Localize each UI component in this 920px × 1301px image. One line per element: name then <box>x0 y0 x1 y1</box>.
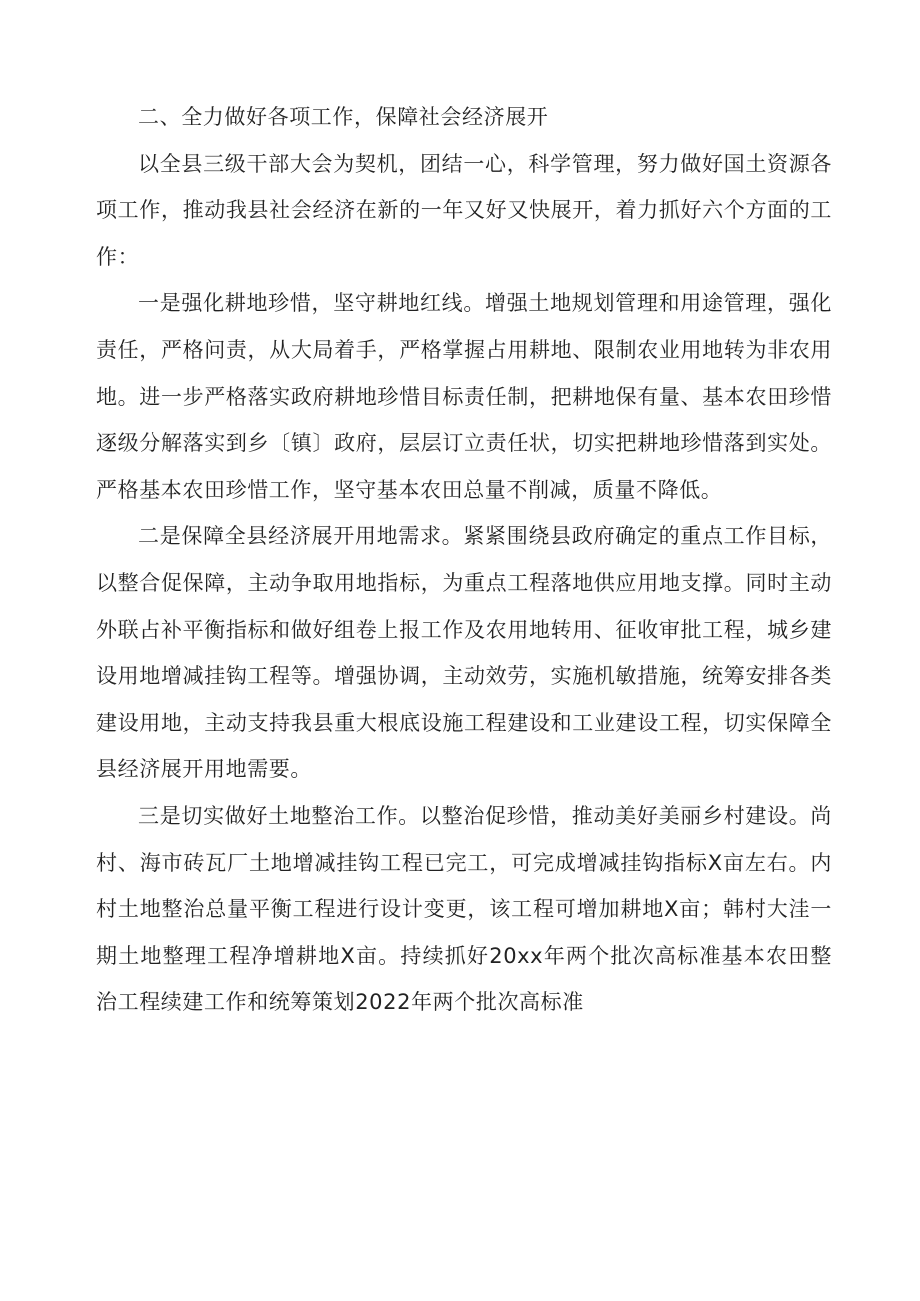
paragraph-land-use-demand: 二是保障全县经济展开用地需求。紧紧围绕县政府确定的重点工作目标，以整合促保障，主动争取用地指标，为重点工程落地供应用地支撑。同时主动外联占补平衡指标和做好组卷上报工作及农用地转用、征收审批工程，城乡建设用地增减挂钩工程等。增强协调，主动效劳，实施机敏措施，统筹安排各类建设用地，主动支持我县重大根底设施工程建设和工业建设工程，切实保障全县经济展开用地需要。 <box>96 524 832 782</box>
section-heading: 二、全力做好各项工作，保障社会经济展开 <box>138 105 549 129</box>
paragraph-farmland-protection: 一是强化耕地珍惜，坚守耕地红线。增强土地规划管理和用途管理，强化责任，严格问责，从大局着手，严格掌握占用耕地、限制农业用地转为非农用地。进一步严格落实政府耕地珍惜目标责任制，把耕地保有量、基本农田珍惜逐级分解落实到乡〔镇〕政府，层层订立责任状，切实把耕地珍惜落到实处。严格基本农田珍惜工作，坚守基本农田总量不削减，质量不降低。 <box>96 291 832 502</box>
paragraph-land-consolidation: 三是切实做好土地整治工作。以整治促珍惜，推动美好美丽乡村建设。尚村、海市砖瓦厂土地增减挂钩工程已完工，可完成增减挂钩指标X亩左右。内村土地整治总量平衡工程进行设计变更，该工程可增加耕地X亩；韩村大洼一期土地整理工程净增耕地X亩。持续抓好20xx年两个批次高标准基本农田整治工程续建工作和统筹策划2022年两个批次高标准 <box>96 803 832 1015</box>
paragraph-intro: 以全县三级干部大会为契机，团结一心，科学管理，努力做好国土资源各项工作，推动我县社会经济在新的一年又好又快展开，着力抓好六个方面的工作： <box>96 151 832 269</box>
document-body <box>96 94 832 1026</box>
